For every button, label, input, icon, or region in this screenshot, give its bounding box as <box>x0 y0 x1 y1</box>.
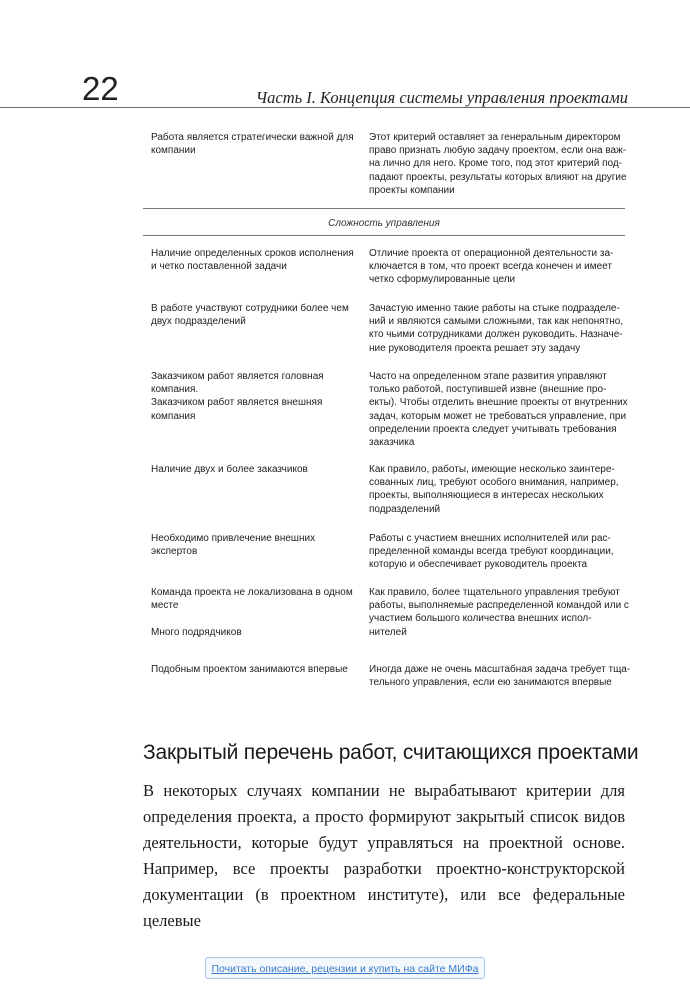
criterion-cell: В работе участвуют сотрудники более чем двух подразделений <box>151 303 349 328</box>
explanation-cell: Работы с участием внешних исполнителей или рас- пределенной команды всегда требуют координации, которую и обеспечивает руководитель проекта <box>369 533 614 571</box>
explanation-cell: Зачастую именно такие работы на стыке подразделе- ний и являются самыми сложными, так как непонятно, кто чьими сотрудниками должен руководить. Назначе- ние руководителя проекта решает эту задачу <box>369 303 624 354</box>
header-divider <box>0 107 690 108</box>
table-section-label: Сложность управления <box>328 218 440 229</box>
explanation-cell: Отличие проекта от операционной деятельности за- ключается в том, что проект всегда конечен и имеет четко сформулированные цели <box>369 248 614 286</box>
explanation-cell: Часто на определенном этапе развития управляют только работой, поступившей извне (внешние про- екты). Чтобы отделить внешние проекты от внутренних задач, которым может не требоваться управление, при определении проекта следует учитывать требования заказчика <box>369 371 628 449</box>
criterion-cell-extra: Много подрядчиков <box>151 627 242 638</box>
criterion-cell: Необходимо привлечение внешних экспертов <box>151 533 316 558</box>
body-paragraph: В некоторых случаях компании не вырабатывают критерии для определения проекта, а просто формируют закрытый список видов деятельности, которые будут управляться на проектной основе. Например, все проекты разработки проектно-конструкторской документации (в проектном институте), или все федеральные целевые <box>143 781 625 930</box>
page-number: 22 <box>82 70 119 107</box>
explanation-cell: Как правило, более тщательного управления требуют работы, выполняемые распределенной командой или с участием большого количества внешних испол- нителей <box>369 587 629 638</box>
running-title: Часть I. Концепция системы управления проектами <box>255 88 628 107</box>
table-divider <box>143 235 625 236</box>
criterion-cell: Работа является стратегически важной для компании <box>151 132 354 157</box>
explanation-cell: Как правило, работы, имеющие несколько заинтере- сованных лиц, требуют особого внимания, например, проекты, выполняющиеся в интересах нескольких подразделений <box>369 464 619 515</box>
criterion-cell: Наличие определенных сроков исполнения и четко поставленной задачи <box>151 248 354 273</box>
section-heading: Закрытый перечень работ, считающихся проектами <box>143 741 639 764</box>
criterion-cell: Подобным проектом занимаются впервые <box>151 664 348 675</box>
explanation-cell: Этот критерий оставляет за генеральным директором право признать любую задачу проектом, если она важ- на лично для него. Кроме того, под этот критерий под- падают проекты, результаты которых влияют на другие проекты компании <box>369 132 627 196</box>
explanation-cell: Иногда даже не очень масштабная задача требует тща- тельного управления, если ею занимаются впервые <box>369 664 631 689</box>
buy-book-link[interactable]: Почитать описание, рецензии и купить на сайте МИФа <box>205 957 485 979</box>
criterion-cell: Заказчиком работ является головная компания. Заказчиком работ является внешняя компания <box>151 371 324 422</box>
criterion-cell: Наличие двух и более заказчиков <box>151 464 308 475</box>
table-divider <box>143 208 625 209</box>
criterion-cell: Команда проекта не локализована в одном месте <box>151 587 353 612</box>
